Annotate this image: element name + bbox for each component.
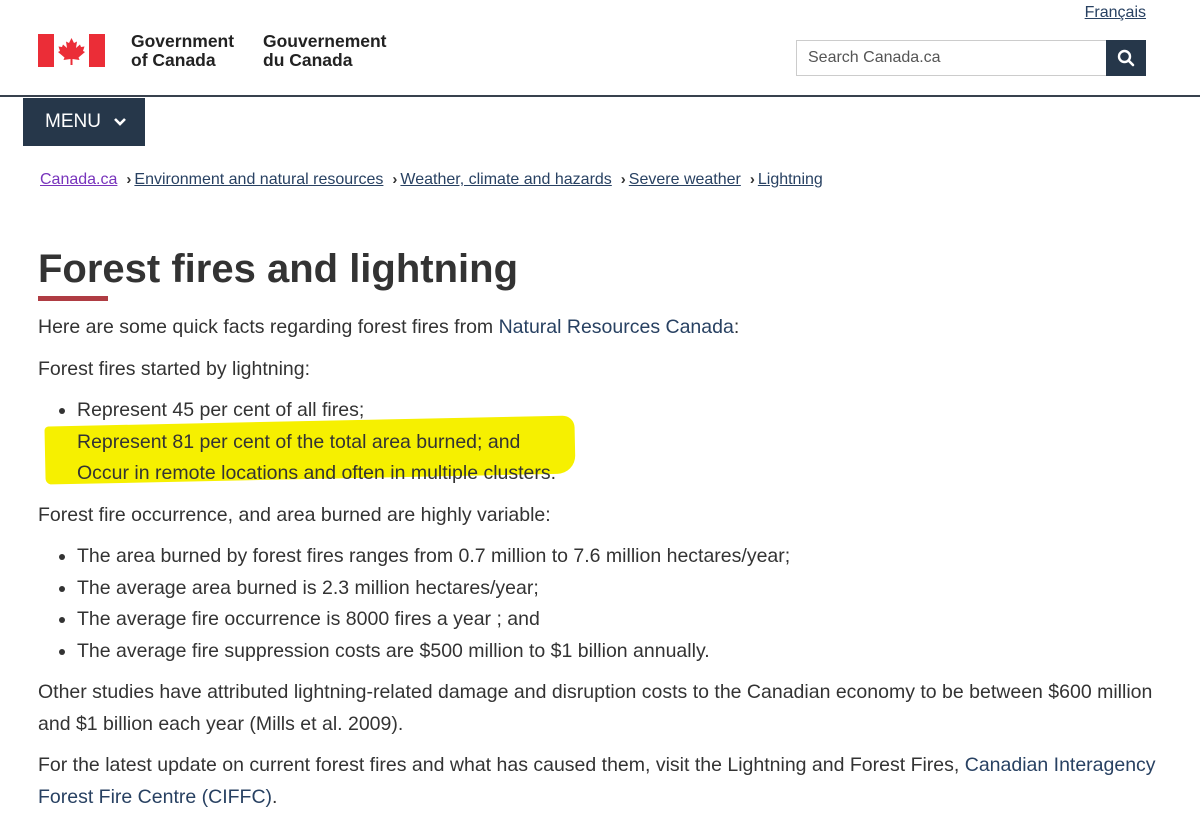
breadcrumb-link-canada[interactable]: Canada.ca	[40, 171, 118, 188]
breadcrumb-link-lightning[interactable]: Lightning	[757, 171, 823, 188]
signature-fr-line2: du Canada	[263, 50, 353, 70]
chevron-right-icon: ›	[392, 171, 398, 188]
fact-text: The area burned by forest fires ranges from 0.7 million to 7.6 million hectares/year;	[77, 545, 791, 567]
search-button[interactable]	[1106, 40, 1146, 76]
title-underline	[38, 296, 108, 301]
variability-facts-list	[38, 541, 1158, 667]
list-item	[77, 636, 1158, 668]
variability-heading: Forest fire occurrence, and area burned are highly variable:	[38, 503, 551, 526]
fact-text: Occur in remote locations and often in multiple clusters.	[77, 462, 557, 484]
language-toggle-link[interactable]: Français	[1084, 4, 1146, 21]
latest-suffix: .	[272, 785, 278, 808]
ciffc-link[interactable]: Canadian Interagency Forest Fire Centre (CIFFC)	[38, 754, 1156, 808]
fact-text: The average area burned is 2.3 million hectares/year;	[77, 576, 539, 599]
fact-text: Represent 45 per cent of all fires;	[77, 399, 365, 421]
signature-en-line2: of Canada	[131, 50, 216, 70]
chevron-right-icon: ›	[620, 171, 626, 188]
fact-text: The average fire suppression costs are $500 million to $1 billion annually.	[77, 639, 710, 662]
fact-text: The average fire occurrence is 8000 fires a year ; and	[77, 608, 540, 630]
breadcrumb-link-severe-weather[interactable]: Severe weather	[628, 171, 741, 188]
list-item	[77, 541, 1158, 573]
fact-text: Represent 81 per cent of the total area burned; and	[77, 430, 521, 453]
intro-text: Here are some quick facts regarding forest fires from	[38, 316, 499, 338]
chevron-down-icon	[113, 117, 127, 127]
canada-flag-icon	[38, 34, 105, 67]
main-content	[38, 312, 1158, 823]
government-signature-fr	[263, 32, 387, 70]
signature-en-line1: Government	[131, 31, 235, 51]
latest-update-paragraph	[38, 750, 1158, 813]
menu-button[interactable]	[23, 98, 145, 146]
search-input[interactable]	[796, 40, 1106, 76]
studies-paragraph: Other studies have attributed lightning-related damage and disruption costs to the Canadian economy to be between $600 million and $1 billion each year (Mills et al. 2009).	[38, 681, 1153, 735]
breadcrumb	[40, 170, 823, 190]
intro-suffix: :	[733, 316, 740, 338]
government-signature-en	[131, 32, 234, 70]
page-title: Forest fires and lightning	[38, 247, 519, 291]
intro-paragraph	[38, 312, 1158, 344]
list-item	[77, 604, 1158, 636]
breadcrumb-link-environment[interactable]: Environment and natural resources	[134, 171, 384, 188]
list-item	[77, 427, 1158, 459]
list-item	[77, 573, 1158, 605]
latest-text: For the latest update on current forest fires and what has caused them, visit the Lightning and Forest Fires,	[38, 754, 965, 776]
lightning-facts-list	[38, 395, 1158, 490]
nrcan-link[interactable]: Natural Resources Canada	[498, 316, 734, 338]
chevron-right-icon: ›	[749, 171, 755, 188]
search-form	[796, 40, 1146, 76]
lightning-heading: Forest fires started by lightning:	[38, 357, 311, 380]
list-item	[77, 458, 1158, 490]
search-icon	[1117, 49, 1135, 67]
signature-fr-line1: Gouvernement	[263, 31, 387, 51]
menu-label: MENU	[45, 111, 101, 132]
header-divider	[0, 95, 1200, 97]
chevron-right-icon: ›	[126, 171, 132, 188]
breadcrumb-link-weather[interactable]: Weather, climate and hazards	[400, 171, 612, 188]
